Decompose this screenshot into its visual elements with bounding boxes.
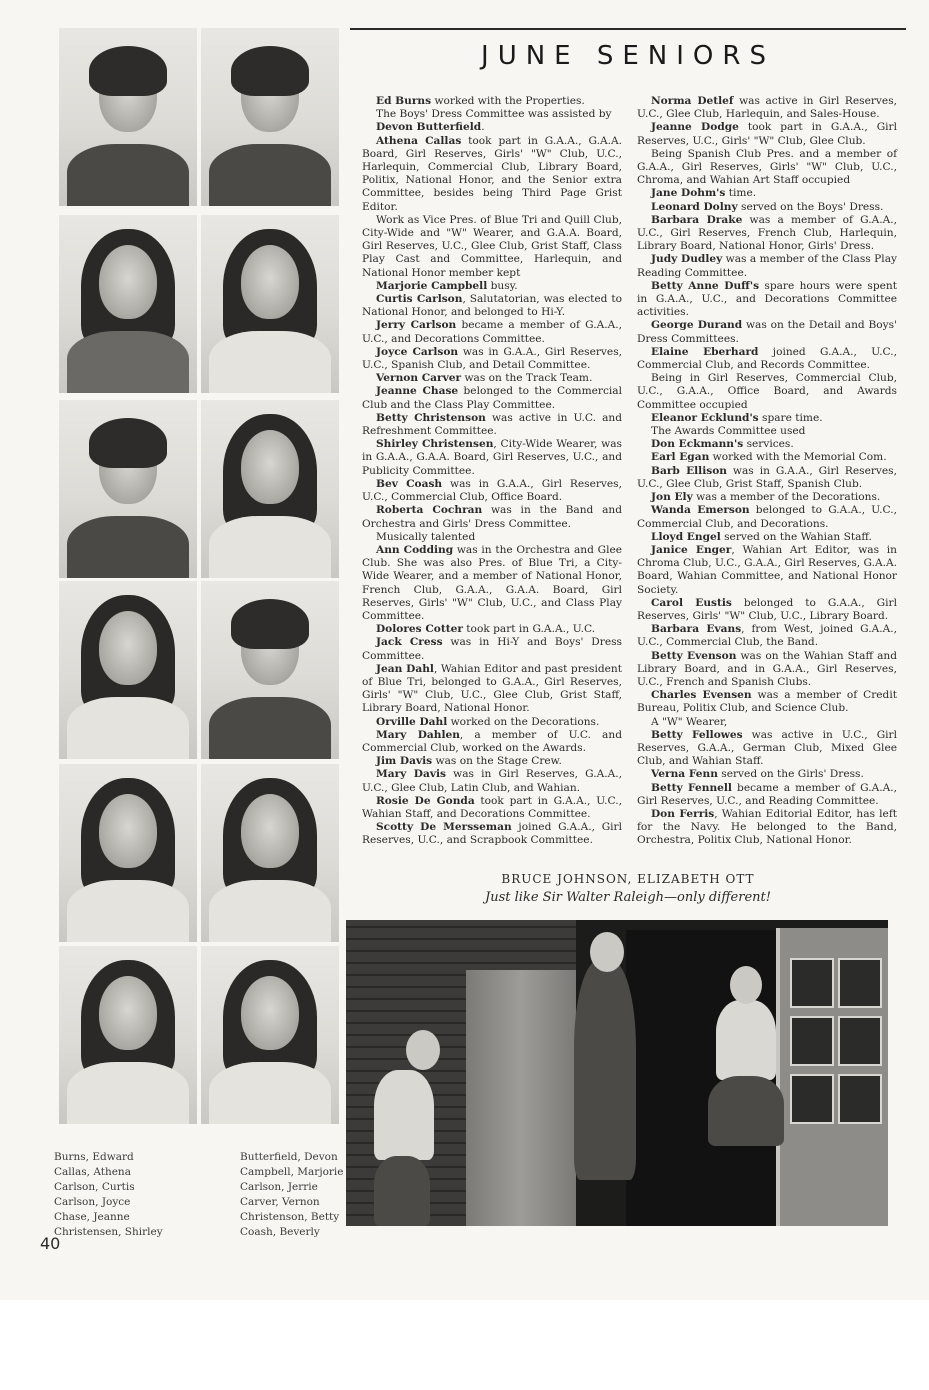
student-name: Ann Codding <box>376 543 454 556</box>
bio-entry <box>637 729 897 769</box>
student-name: Jim Davis <box>376 755 433 768</box>
student-name: Don Eckmann's <box>651 438 744 451</box>
bio-entry <box>637 768 897 781</box>
bio-text: was a member of Credit Bureau, Politix Club, and Science Club. <box>637 689 897 715</box>
bio-entry <box>362 95 622 108</box>
bio-text: was on the Stage Crew. <box>432 755 562 768</box>
bio-text: was a member of the Decorations. <box>692 491 881 504</box>
bio-text: was in G.A.A., Girl Reserves, U.C., Commercial Club, Office Board. <box>362 477 622 504</box>
bio-entry <box>362 293 622 319</box>
bio-text: was in G.A.A., Girl Reserves, U.C., Glee Club, Grist Staff, Spanish Club. <box>637 464 897 490</box>
student-name: Jeanne Chase <box>376 385 459 398</box>
caption-name: Campbell, Marjorie <box>240 1166 344 1178</box>
student-name: Betty Fennell <box>651 781 732 794</box>
bio-text: Work as Vice Pres. of Blue Tri and Quill Club, City-Wide and "W" Wearer, and G.A.A. Board, Girl Reserves, U.C., Glee Club, Grist Staff, Class Play Cast and Committee, Harlequin, and National Honor member kept <box>362 213 622 279</box>
bio-column-right <box>637 95 897 848</box>
bio-entry <box>362 663 622 716</box>
portrait-photo <box>201 215 339 393</box>
bio-entry <box>362 531 622 544</box>
student-name: Elaine Eberhard <box>651 345 759 358</box>
student-name: Jerry Carlson <box>376 319 457 332</box>
student-name: Lloyd Engel <box>651 530 721 543</box>
bio-entry <box>637 782 897 808</box>
bio-entry <box>362 795 622 821</box>
bio-entry <box>362 768 622 794</box>
student-name: Bev Coash <box>376 477 443 490</box>
student-name: Mary Dahlen <box>376 728 460 741</box>
student-name: Barbara Drake <box>651 213 743 226</box>
bio-entry <box>637 438 897 451</box>
student-name: Shirley Christensen <box>376 438 494 451</box>
bio-text: , Wahian Editor and past president of Blue Tri, belonged to G.A.A., Girl Reserves, Girls' "W" Club, U.C., Glee Club, Grist Staff, Library Board, National Honor. <box>362 662 622 715</box>
bio-entry <box>362 438 622 478</box>
student-name: Carol Eustis <box>651 596 732 609</box>
bio-entry <box>637 346 897 372</box>
bio-entry <box>637 148 897 188</box>
bio-entry <box>637 253 897 279</box>
student-name: Marjorie Campbell <box>376 279 488 292</box>
bio-text: . <box>481 121 485 134</box>
bio-text: was active in Girl Reserves, U.C., Glee Club, Harlequin, and Sales-House. <box>637 95 897 121</box>
bio-text: belonged to G.A.A., Girl Reserves, Girls' "W" Club, U.C., Library Board. <box>637 596 897 622</box>
student-name: Norma Detlef <box>651 95 734 107</box>
bio-entry <box>637 716 897 729</box>
bio-text: was a member of G.A.A., U.C., Girl Reserves, French Club, Harlequin, Library Board, National Honor, Girls' Dress. <box>637 213 897 253</box>
bio-text: was a member of the Class Play Reading Committee. <box>637 253 897 279</box>
bio-text: , Salutatorian, was elected to National Honor, and belonged to Hi-Y. <box>362 293 622 319</box>
bio-text: , City-Wide Wearer, was in G.A.A., G.A.A. Board, Girl Reserves, U.C., and Publicity Committee. <box>362 438 622 477</box>
bio-entry <box>362 372 622 385</box>
bio-entry <box>637 214 897 254</box>
bio-entry <box>637 808 897 848</box>
bio-entry <box>637 689 897 715</box>
bio-text: , a member of U.C. and Commercial Club, worked on the Awards. <box>362 728 622 754</box>
bio-entry <box>362 280 622 293</box>
student-name: Roberta Cochran <box>376 504 483 517</box>
student-name: Betty Christenson <box>376 411 486 424</box>
bio-entry <box>362 385 622 411</box>
student-name: Jean Dahl <box>376 662 434 675</box>
student-name: Curtis Carlson <box>376 293 463 306</box>
bio-entry <box>637 319 897 345</box>
bio-entry <box>362 135 622 214</box>
bio-text: joined G.A.A., Girl Reserves, U.C., and Scrapbook Committee. <box>362 821 623 847</box>
bio-text: worked on the Decorations. <box>447 715 600 728</box>
bio-entry <box>362 346 622 372</box>
portrait-photo <box>59 581 197 759</box>
bio-entry <box>637 504 897 530</box>
bio-text: Being in Girl Reserves, Commercial Club, U.C., G.A.A., Office Board, and Awards Committee occupied <box>637 372 897 411</box>
bio-text: worked with the Properties. <box>431 95 585 107</box>
bio-entry <box>637 597 897 623</box>
bio-entry <box>362 636 622 662</box>
bio-text: became a member of G.A.A., Girl Reserves, U.C., and Reading Committee. <box>637 781 897 807</box>
caption-name: Carlson, Curtis <box>54 1181 135 1193</box>
portrait-photo <box>201 581 339 759</box>
student-name: Joyce Carlson <box>376 345 459 358</box>
bio-text: was in G.A.A., Girl Reserves, U.C., Spanish Club, and Detail Committee. <box>362 345 622 372</box>
portrait-grid <box>53 28 341 1148</box>
student-name: Eleanor Ecklund's <box>651 411 759 424</box>
bio-text: spare hours were spent in G.A.A., U.C., and Decorations Committee activities. <box>637 279 897 319</box>
student-name: George Durand <box>651 319 743 332</box>
bio-entry <box>362 729 622 755</box>
caption-name: Burns, Edward <box>54 1151 134 1163</box>
student-name: Athena Callas <box>376 134 462 147</box>
photo-caption-text: Just like Sir Walter Raleigh—only different! <box>485 890 771 905</box>
portrait-photo <box>59 400 197 578</box>
student-name: Jane Dohm's <box>651 187 726 200</box>
student-name: Betty Evenson <box>651 649 737 662</box>
student-name: Orville Dahl <box>376 715 448 728</box>
student-name: Jon Ely <box>651 491 693 504</box>
bio-entry <box>637 491 897 504</box>
caption-name: Chase, Jeanne <box>54 1211 130 1223</box>
bio-text: took part in G.A.A., G.A.A. Board, Girl Reserves, Girls' "W" Club, U.C., Harlequin, Commercial Club, Library Board, Politix, National Honor, and the Senior extra Committee, besides being Third Page Grist Editor. <box>362 134 623 213</box>
bio-text: was on the Detail and Boys' Dress Committees. <box>637 319 897 345</box>
student-name: Devon Butterfield <box>376 121 482 134</box>
bio-entry <box>637 465 897 491</box>
caption-name: Carlson, Joyce <box>54 1196 131 1208</box>
bio-entry <box>362 716 622 729</box>
photo-caption-names: BRUCE JOHNSON, ELIZABETH OTT <box>501 872 755 886</box>
bio-text: took part in G.A.A., U.C. <box>462 623 596 636</box>
student-name: Don Ferris <box>651 807 715 820</box>
bio-entry <box>362 755 622 768</box>
bio-text: was active in U.C., Girl Reserves, G.A.A., German Club, Mixed Glee Club, and Wahian Staff. <box>637 728 897 768</box>
portrait-photo <box>59 28 197 206</box>
student-name: Vernon Carver <box>376 372 462 385</box>
bio-text: joined G.A.A., U.C., Commercial Club, and Records Committee. <box>637 345 898 372</box>
bio-text: spare time. <box>758 411 823 424</box>
bio-text: took part in G.A.A., U.C., Wahian Staff, and Decorations Committee. <box>362 794 622 820</box>
bio-text: belonged to G.A.A., U.C., Commercial Club, and Decorations. <box>637 504 898 530</box>
student-name: Mary Davis <box>376 768 446 781</box>
portrait-photo <box>201 28 339 206</box>
bio-entry <box>637 187 897 200</box>
bio-entry <box>362 319 622 345</box>
bio-text: took part in G.A.A., Girl Reserves, U.C., Girls' "W" Club, Glee Club. <box>637 121 897 147</box>
bio-entry <box>637 531 897 544</box>
bio-text: , from West, joined G.A.A., U.C., Commercial Club, the Band. <box>637 623 897 649</box>
student-name: Earl Egan <box>651 451 710 464</box>
bio-text: time. <box>725 187 757 200</box>
caption-name: Christensen, Shirley <box>54 1226 163 1238</box>
bio-text: , Wahian Art Editor, was in Chroma Club, U.C., G.A.A., Girl Reserves, G.A.A. Board, Wahian Committee, and National Honor Society. <box>637 543 897 596</box>
student-name: Ed Burns <box>376 95 432 107</box>
bio-text: belonged to the Commercial Club and the Class Play Committee. <box>362 385 622 411</box>
student-name: Barb Ellison <box>651 464 727 477</box>
portrait-photo <box>59 946 197 1124</box>
student-name: Leonard Dolny <box>651 200 738 213</box>
bio-entry <box>637 121 897 147</box>
bio-text: was in Hi-Y and Boys' Dress Committee. <box>362 636 622 662</box>
bio-entry <box>637 650 897 690</box>
portrait-photo <box>59 215 197 393</box>
student-name: Janice Enger <box>651 543 732 556</box>
bio-entry <box>637 95 897 121</box>
student-name: Jeanne Dodge <box>651 121 739 134</box>
bio-text: The Awards Committee used <box>651 425 806 438</box>
bio-entry <box>637 425 897 438</box>
portrait-photo <box>59 764 197 942</box>
student-name: Jack Cress <box>376 636 443 649</box>
bio-text: busy. <box>487 279 518 292</box>
bio-entry <box>637 623 897 649</box>
bio-entry <box>362 821 622 847</box>
bio-column-left <box>362 95 622 848</box>
student-name: Judy Dudley <box>651 253 723 266</box>
bio-entry <box>637 201 897 214</box>
bio-entry <box>637 372 897 412</box>
caption-name: Coash, Beverly <box>240 1226 320 1238</box>
bio-text: served on the Boys' Dress. <box>737 200 884 213</box>
bio-text: was on the Wahian Staff and Library Board, and in G.A.A., Girl Reserves, U.C., French and Spanish Clubs. <box>637 649 897 688</box>
caption-name: Callas, Athena <box>54 1166 131 1178</box>
bio-text: Being Spanish Club Pres. and a member of G.A.A., Girl Reserves, Girls' "W" Club, U.C., Chroma, and Wahian Art Staff occupied <box>637 147 897 187</box>
bio-entry <box>637 412 897 425</box>
bio-text: services. <box>743 438 794 451</box>
bio-text: was in the Orchestra and Glee Club. She was also Pres. of Blue Tri, a City-Wide Wearer, and a member of National Honor, French Club, G.A.A., G.A.A. Board, Girl Reserves, Girls' "W" Club, U.C., and Class Play Committee. <box>362 543 622 622</box>
student-name: Betty Fellowes <box>651 728 743 741</box>
bio-text: A "W" Wearer, <box>651 715 728 728</box>
bio-text: was active in U.C. and Refreshment Committee. <box>362 411 622 438</box>
bio-text: The Boys' Dress Committee was assisted by <box>376 108 612 121</box>
bio-text: was in the Band and Orchestra and Girls' Dress Committee. <box>362 504 623 530</box>
bio-entry <box>362 504 622 530</box>
bio-text: served on the Girls' Dress. <box>717 768 864 781</box>
page-title: JUNE SENIORS <box>350 28 906 80</box>
bio-text: became a member of G.A.A., U.C., and Decorations Committee. <box>362 319 622 345</box>
caption-column-left <box>54 1150 184 1240</box>
bio-entry <box>637 451 897 464</box>
bio-text: worked with the Memorial Com. <box>709 451 887 464</box>
student-name: Verna Fenn <box>651 768 718 781</box>
student-name: Charles Evensen <box>651 689 752 702</box>
bio-entry <box>362 214 622 280</box>
bio-entry <box>637 544 897 597</box>
candid-photo <box>346 920 888 1226</box>
student-name: Scotty De Mersseman <box>376 821 512 834</box>
student-name: Betty Anne Duff's <box>651 279 760 292</box>
student-name: Wanda Emerson <box>651 504 750 517</box>
bio-entry <box>362 412 622 438</box>
caption-name: Carver, Vernon <box>240 1196 320 1208</box>
portrait-photo <box>201 946 339 1124</box>
caption-name: Carlson, Jerrie <box>240 1181 318 1193</box>
bio-text: served on the Wahian Staff. <box>720 530 872 543</box>
portrait-photo <box>201 400 339 578</box>
bio-text: Musically talented <box>376 530 476 543</box>
bio-entry <box>362 623 622 636</box>
portrait-photo <box>201 764 339 942</box>
caption-name: Butterfield, Devon <box>240 1151 338 1163</box>
page-number: 40 <box>40 1234 61 1253</box>
caption-name: Christenson, Betty <box>240 1211 340 1223</box>
student-name: Rosie De Gonda <box>376 794 475 807</box>
bio-text: was in Girl Reserves, G.A.A., U.C., Glee Club, Latin Club, and Wahian. <box>362 768 622 794</box>
bio-text: was on the Track Team. <box>461 372 593 385</box>
bio-entry <box>362 108 622 121</box>
student-name: Dolores Cotter <box>376 623 463 636</box>
bio-text: , Wahian Editorial Editor, has left for the Navy. He belonged to the Band, Orchestra, Politix Club, National Honor. <box>637 807 898 847</box>
bio-entry <box>362 121 622 134</box>
student-name: Barbara Evans <box>651 623 742 636</box>
bio-entry <box>637 280 897 320</box>
bio-entry <box>362 544 622 623</box>
bio-entry <box>362 478 622 504</box>
